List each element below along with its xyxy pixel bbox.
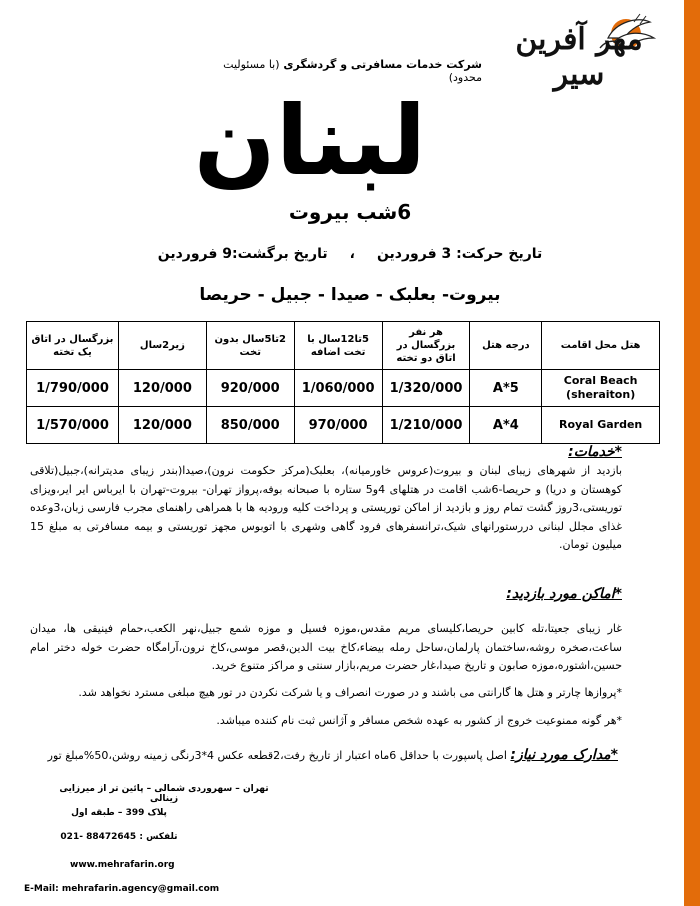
table-header-row — [27, 322, 660, 370]
table-header: هتل محل اقامت — [542, 322, 660, 370]
return-date: تاریخ برگشت:9 فروردین — [157, 246, 328, 262]
note-exit-ban: *هر گونه ممنوعیت خروج از کشور به عهده شخص مسافر و آژانس ثبت نام کننده میباشد. — [216, 714, 622, 727]
table-row — [27, 407, 660, 444]
documents-text: اصل پاسپورت با حداقل 6ماه اعتبار از تاریخ رفت،2قطعه عکس 4*3رنگی زمینه روشن،50%مبلغ تور — [47, 749, 511, 762]
table-row — [27, 370, 660, 407]
no-bed-price-cell: 850/000 — [206, 407, 294, 444]
travel-dates — [90, 246, 610, 262]
company-title: شرکت خدمات مسافرتی و گردشگری — [283, 58, 482, 71]
double-price-cell: 1/320/000 — [382, 370, 470, 407]
table-header: هر نفر بزرگسال در اتاق دو تخته — [382, 322, 470, 370]
accent-bar — [684, 0, 700, 906]
no-bed-price-cell: 920/000 — [206, 370, 294, 407]
places-heading: *اماکن مورد بازدید: — [506, 586, 622, 602]
grade-cell: 5*A — [470, 370, 542, 407]
date-separator: ، — [349, 246, 355, 262]
single-price-cell: 1/790/000 — [27, 370, 119, 407]
extra-bed-price-cell: 970/000 — [294, 407, 382, 444]
services-text: بازدید از شهرهای زیبای لبنان و بیروت(عروس خاورمیانه)، بعلبک(مرکز حکومت نرون)،صیدا(بندر زیبای مدیترانه)،جبیل(تلاقی کوهستان و دریا) و حریصا-6شب اقامت در هتلهای 4و5 ستاره با صبحانه بوفه،پرواز تهران- بیروت-تهران با ایرباس ایر ایر،ویزای توریستی،3روز گشت تمام روز و بازدید از اماکن توریستی و پرداخت کلیه ورودیه ها با همراهی راهنمای مجرب فارسی زبان،3وعده غذای مجلل لبنانی دررستورانهای شیک،ترانسفرهای فرود گاهی وشهری با اتوبوس مجهز توریستی و بیمه مسافرتی به مبلغ 15 میلیون تومان. — [30, 464, 622, 551]
infant-price-cell: 120/000 — [118, 407, 206, 444]
table-header: 5تا12سال با تخت اضافه — [294, 322, 382, 370]
hotel-subname: (sheraiton) — [566, 388, 636, 401]
services-heading: *خدمات: — [568, 444, 622, 460]
contact-address: تهران – سهروردی شمالی – پائین تر از میرزایی زینالی — [59, 784, 269, 804]
departure-date: تاریخ حرکت: 3 فروردین — [376, 246, 543, 262]
single-price-cell: 1/570/000 — [27, 407, 119, 444]
table-header: 2تا5سال بدون تخت — [206, 322, 294, 370]
hotel-cell — [542, 370, 660, 407]
company-name — [200, 58, 482, 84]
grade-cell: 4*A — [470, 407, 542, 444]
table-header: بزرگسال در اتاق یک تخته — [27, 322, 119, 370]
price-table — [26, 321, 660, 444]
hotel-cell — [542, 407, 660, 444]
contact-plaque: پلاک 399 – طبقه اول — [71, 808, 167, 818]
note-refund: *پروازها چارتر و هتل ها گارانتی می باشند و در صورت انصراف و یا شرکت نکردن در تور هیچ مبلغی مسترد نخواهد شد. — [78, 686, 622, 699]
extra-bed-price-cell: 1/060/000 — [294, 370, 382, 407]
email-link[interactable]: E-Mail: mehrafarin.agency@gmail.com — [24, 884, 220, 894]
nights-subtitle: 6شب بیروت — [288, 200, 412, 224]
hotel-name: Royal Garden — [559, 418, 643, 431]
tour-route: بیروت- بعلبک - صیدا - جبیل - حریصا — [199, 285, 501, 305]
company-liability: (با مسئولیت محدود) — [223, 58, 482, 84]
hotel-name: Coral Beach — [563, 374, 638, 387]
table-header: زیر2سال — [118, 322, 206, 370]
company-logo — [488, 8, 670, 92]
logo-text: مهر آفرین سیر — [515, 22, 643, 92]
contact-phone: تلفکس : 88472645 -021 — [60, 832, 178, 842]
places-text: غار زیبای جعیتا،تله کابین حریصا،کلیسای مریم مقدس،موزه فسیل و موزه شمع جبیل،نهر الکعب،حمام فینیقی ها، میدان ساعت،صخره روشه،ساختمان پارلمان،ساحل رمله بیضاء،کاخ بیت الدین،قصر موسی،کاخ نرون،آرامگاه حضرت خوله دختر امام حسین،اشتوره،موزه صابون و تاریخ صیدا،غار حضرت مریم،بازار سنتی و مراکز متنوع خرید. — [30, 622, 622, 672]
documents-heading: *مدارک مورد نیاز: — [510, 747, 618, 763]
destination-title: لبنان — [193, 85, 427, 197]
table-header: درجه هتل — [470, 322, 542, 370]
website-link[interactable]: www.mehrafarin.org — [70, 860, 175, 870]
double-price-cell: 1/210/000 — [382, 407, 470, 444]
documents-line — [38, 747, 618, 763]
infant-price-cell: 120/000 — [118, 370, 206, 407]
